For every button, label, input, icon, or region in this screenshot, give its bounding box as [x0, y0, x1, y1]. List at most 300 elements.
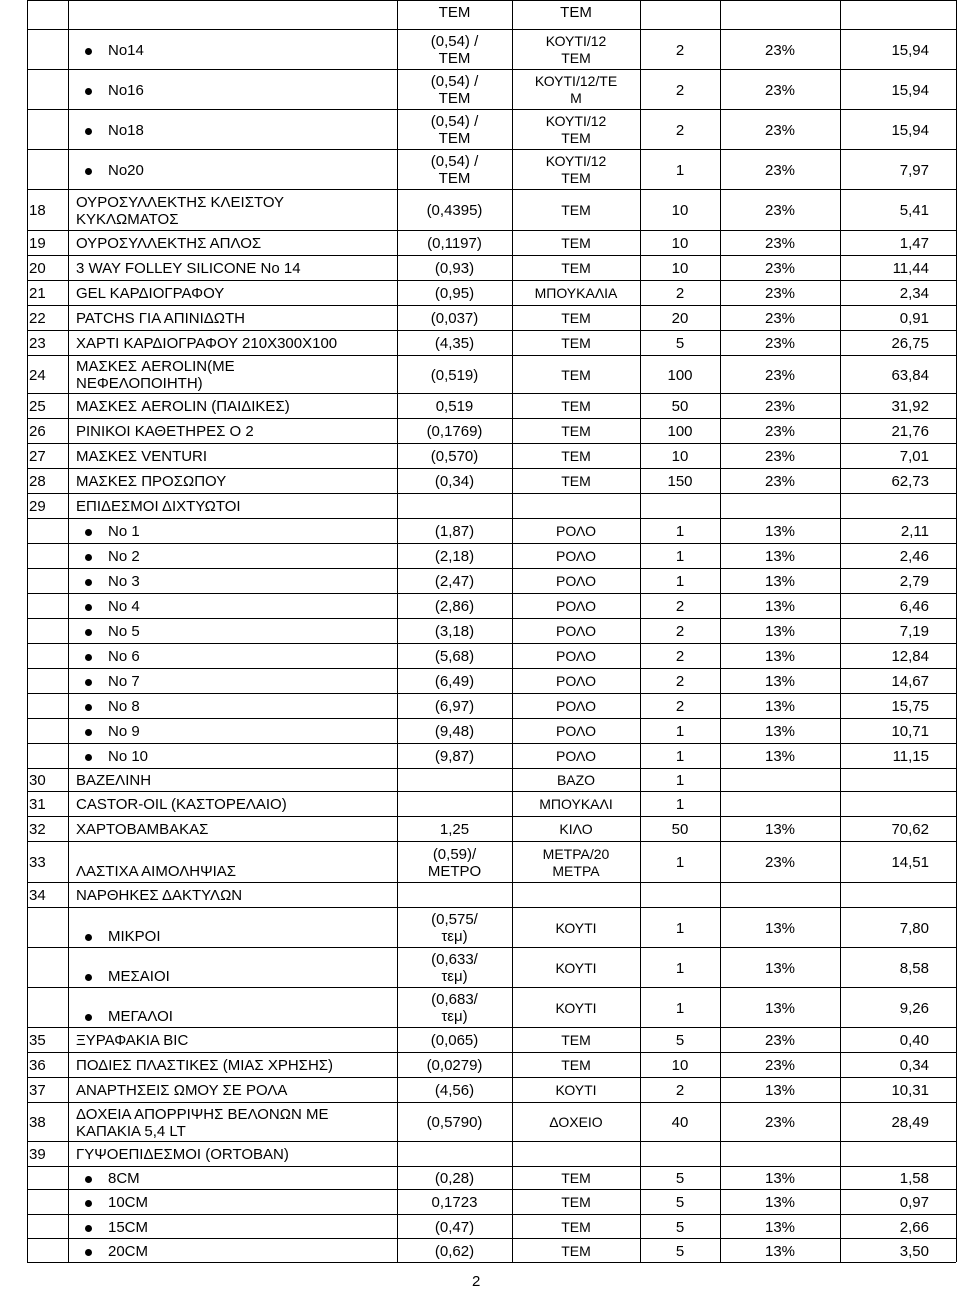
grid-h-line	[27, 280, 956, 281]
unit-of-measure: ΤΕΜ	[561, 1032, 591, 1048]
item-name: ΜΕΓΑΛΟΙ	[108, 1008, 173, 1025]
grid-h-line	[27, 907, 956, 908]
bullet-icon	[85, 1014, 92, 1021]
vat-rate: 13%	[764, 748, 796, 765]
unit-of-measure: ΚΟΥΤΙ	[555, 959, 597, 976]
unit-of-measure: ΜΕΤΡΑ	[552, 862, 600, 879]
vat-rate: 23%	[764, 854, 796, 871]
grid-v-line	[27, 0, 28, 1262]
line-total: 5,41	[899, 202, 929, 219]
unit-of-measure: ΤΕΜ	[561, 398, 591, 414]
unit-price: (0,519)	[430, 366, 479, 384]
vat-rate: 13%	[764, 573, 796, 590]
unit-price: (0,62)	[434, 1242, 475, 1260]
line-total: 10,71	[891, 723, 929, 740]
item-name: ΝΑΡΘΗΚΕΣ ΔΑΚΤΥΛΩΝ	[76, 887, 243, 904]
bullet-icon	[85, 1249, 92, 1256]
quantity: 2	[675, 598, 685, 615]
grid-h-line	[27, 393, 956, 394]
grid-h-line	[27, 1166, 956, 1167]
quantity: 2	[675, 81, 685, 99]
line-total: 7,80	[899, 919, 929, 937]
unit-of-measure: ΡΟΛΟ	[556, 598, 596, 614]
row-number: 31	[29, 796, 46, 813]
unit-of-measure: ΡΟΛΟ	[556, 748, 596, 764]
vat-rate: 13%	[764, 673, 796, 690]
item-name: Νο 3	[108, 573, 140, 590]
vat-rate: 23%	[764, 448, 796, 465]
vat-rate: 13%	[764, 623, 796, 640]
line-total: 11,15	[892, 748, 929, 765]
quantity: 50	[671, 821, 689, 838]
unit-of-measure: ΤΕΜ	[561, 235, 591, 251]
vat-rate: 23%	[764, 161, 796, 179]
grid-h-line	[27, 493, 956, 494]
row-number: 36	[29, 1057, 46, 1074]
unit-price: (0,570)	[430, 448, 479, 465]
line-total: 21,76	[891, 423, 929, 440]
vat-rate: 23%	[764, 235, 796, 252]
row-number: 33	[29, 854, 46, 871]
quantity: 2	[675, 648, 685, 665]
item-name: ΜΑΣΚΕΣ ΠΡΟΣΩΠΟΥ	[76, 473, 227, 490]
bullet-icon	[85, 729, 92, 736]
unit-of-measure: ΤΕΜ	[561, 1194, 591, 1210]
item-name: Νο 1	[108, 523, 140, 540]
grid-h-line	[27, 443, 956, 444]
bullet-icon	[85, 974, 92, 981]
line-total: 3,50	[899, 1242, 929, 1260]
bullet-icon	[85, 934, 92, 941]
unit-price: (0,34)	[434, 473, 475, 490]
bullet-icon	[85, 1225, 92, 1232]
unit-price: (0,54) /	[430, 33, 479, 50]
unit-header-pack: ΤΕΜ	[560, 4, 592, 21]
bullet-icon	[85, 604, 92, 611]
unit-of-measure: ΡΟΛΟ	[556, 548, 596, 564]
grid-h-line	[27, 568, 956, 569]
quantity: 5	[675, 1242, 685, 1260]
row-number: 24	[29, 366, 46, 384]
line-total: 9,26	[899, 999, 929, 1017]
quantity: 150	[667, 473, 693, 490]
grid-h-line	[27, 0, 956, 1]
item-name: ΚΑΠΑΚΙΑ 5,4 LT	[76, 1122, 186, 1140]
item-name: Νο 9	[108, 723, 140, 740]
bullet-icon	[85, 88, 92, 95]
unit-price: (0,633/	[431, 951, 478, 968]
unit-price: (0,575/	[431, 911, 478, 928]
bullet-icon	[85, 48, 92, 55]
quantity: 2	[675, 698, 685, 715]
unit-of-measure: ΒΑΖΟ	[556, 772, 596, 788]
grid-h-line	[27, 330, 956, 331]
line-total: 2,34	[899, 285, 929, 302]
item-name: 10CM	[108, 1194, 149, 1211]
unit-of-measure: ΡΟΛΟ	[556, 523, 596, 539]
unit-of-measure: ΤΕΜ	[561, 50, 591, 66]
vat-rate: 23%	[764, 398, 796, 415]
item-name: ΧΑΡΤΟΒΑΜΒΑΚΑΣ	[76, 821, 209, 838]
unit-of-measure: ΚΟΥΤΙ/12	[545, 113, 607, 129]
unit-of-measure: ΤΕΜ	[561, 335, 591, 351]
unit-of-measure: ΚΟΥΤΙ	[555, 919, 597, 936]
unit-price: (0,54) /	[430, 113, 479, 130]
unit-price: (9,87)	[434, 748, 475, 765]
quantity: 40	[671, 1114, 689, 1131]
unit-price: 0,1723	[431, 1194, 478, 1211]
unit-of-measure: ΡΟΛΟ	[556, 723, 596, 739]
item-name: ΠΟΔΙΕΣ ΠΛΑΣΤΙΚΕΣ (ΜΙΑΣ ΧΡΗΣΗΣ)	[76, 1057, 334, 1074]
unit-price: τεμ)	[441, 928, 468, 945]
unit-price: (0,1769)	[426, 423, 483, 440]
unit-price: (0,1197)	[427, 235, 482, 252]
quantity: 5	[675, 1194, 685, 1211]
unit-of-measure: ΚΟΥΤΙ	[555, 999, 597, 1016]
item-name: ΑΝΑΡΤΗΣΕΙΣ ΩΜΟΥ ΣΕ ΡΟΛΑ	[76, 1082, 288, 1099]
item-name: PATCHS ΓΙΑ ΑΠΙΝΙΔΩΤΗ	[76, 310, 245, 327]
line-total: 2,66	[899, 1218, 929, 1236]
grid-h-line	[27, 593, 956, 594]
grid-h-line	[27, 305, 956, 306]
vat-rate: 13%	[764, 548, 796, 565]
vat-rate: 23%	[764, 310, 796, 327]
unit-price: ΜΕΤΡΟ	[427, 862, 482, 880]
unit-of-measure: ΜΕΤΡΑ/20	[542, 845, 610, 862]
item-name: Νο 10	[108, 748, 149, 765]
item-name: Νο 6	[108, 648, 140, 665]
quantity: 5	[675, 1170, 685, 1187]
row-number: 38	[29, 1114, 46, 1131]
line-total: 2,11	[900, 523, 929, 540]
item-name: Νο 2	[108, 548, 140, 565]
unit-of-measure: ΡΟΛΟ	[556, 623, 596, 639]
grid-h-line	[27, 693, 956, 694]
line-total: 7,97	[899, 161, 929, 179]
unit-price: τεμ)	[441, 1008, 468, 1025]
unit-price: (2,86)	[434, 598, 475, 615]
grid-h-line	[27, 109, 956, 110]
vat-rate: 23%	[764, 1114, 796, 1131]
quantity: 2	[675, 673, 685, 690]
unit-of-measure: ΤΕΜ	[561, 1242, 591, 1259]
vat-rate: 23%	[764, 41, 796, 59]
item-name: Νο20	[108, 161, 144, 179]
unit-price: (2,47)	[434, 573, 475, 590]
row-number: 28	[29, 473, 46, 490]
vat-rate: 13%	[764, 698, 796, 715]
line-total: 70,62	[891, 821, 929, 838]
grid-h-line	[27, 841, 956, 842]
grid-h-line	[27, 743, 956, 744]
item-name: ΜΙΚΡΟΙ	[108, 928, 161, 945]
unit-of-measure: Μ	[570, 90, 582, 106]
item-name: Νο 7	[108, 673, 140, 690]
vat-rate: 23%	[764, 423, 796, 440]
quantity: 20	[671, 310, 689, 327]
item-name: 8CM	[108, 1170, 140, 1187]
unit-price: (2,18)	[434, 548, 475, 565]
vat-rate: 23%	[764, 473, 796, 490]
vat-rate: 23%	[764, 81, 796, 99]
item-name: ΜΕΣΑΙΟΙ	[108, 968, 170, 985]
unit-of-measure: ΤΕΜ	[561, 423, 591, 439]
item-name: 20CM	[108, 1242, 149, 1260]
quantity: 100	[667, 366, 693, 384]
line-total: 10,31	[891, 1082, 929, 1099]
unit-price: (0,4395)	[426, 202, 483, 219]
vat-rate: 23%	[764, 1032, 796, 1049]
line-total: 12,84	[891, 648, 929, 665]
vat-rate: 13%	[764, 598, 796, 615]
grid-h-line	[27, 882, 956, 883]
grid-v-line	[956, 0, 957, 1262]
item-name: ΡΙΝΙΚΟΙ ΚΑΘΕΤΗΡΕΣ Ο 2	[76, 423, 254, 440]
item-name: Νο 4	[108, 598, 140, 615]
grid-h-line	[27, 1027, 956, 1028]
quantity: 1	[675, 999, 685, 1017]
item-name: ΒΑΖΕΛΙΝΗ	[76, 772, 152, 789]
unit-of-measure: ΡΟΛΟ	[556, 648, 596, 664]
quantity: 2	[675, 285, 685, 302]
vat-rate: 13%	[764, 1242, 796, 1260]
grid-h-line	[27, 1077, 956, 1078]
bullet-icon	[85, 629, 92, 636]
unit-header-price: ΤΕΜ	[438, 4, 471, 21]
line-total: 8,58	[899, 959, 929, 977]
item-name: ΝΕΦΕΛΟΠΟΙΗΤΗ)	[76, 375, 203, 392]
item-name: ΜΑΣΚΕΣ AEROLIN(ΜΕ	[76, 358, 235, 375]
unit-price: (3,18)	[434, 623, 475, 640]
item-name: ΞΥΡΑΦΑΚΙΑ BIC	[76, 1032, 189, 1049]
row-number: 23	[29, 335, 46, 352]
row-number: 21	[29, 285, 46, 302]
item-name: Νο 8	[108, 698, 140, 715]
vat-rate: 13%	[764, 723, 796, 740]
vat-rate: 13%	[764, 1218, 796, 1236]
vat-rate: 23%	[764, 202, 796, 219]
row-number: 30	[29, 772, 46, 789]
line-total: 2,79	[899, 573, 929, 590]
grid-h-line	[27, 255, 956, 256]
unit-price: (0,5790)	[426, 1114, 483, 1131]
unit-of-measure: ΡΟΛΟ	[556, 673, 596, 689]
grid-h-line	[27, 643, 956, 644]
row-number: 29	[29, 498, 46, 515]
unit-price: (0,95)	[434, 285, 475, 302]
row-number: 37	[29, 1082, 46, 1099]
item-name: CASTOR-OIL (ΚΑΣΤΟΡΕΛΑΙΟ)	[76, 796, 287, 813]
quantity: 1	[675, 573, 685, 590]
quantity: 10	[671, 202, 689, 219]
line-total: 15,94	[891, 81, 929, 99]
grid-h-line	[27, 418, 956, 419]
unit-of-measure: ΤΕΜ	[561, 202, 591, 218]
grid-h-line	[27, 1262, 956, 1263]
grid-h-line	[27, 1102, 956, 1103]
quantity: 1	[675, 748, 685, 765]
unit-price: 0,519	[435, 398, 474, 415]
unit-price: (9,48)	[434, 723, 475, 740]
line-total: 0,34	[899, 1057, 929, 1074]
bullet-icon	[85, 654, 92, 661]
row-number: 32	[29, 821, 46, 838]
unit-price: (1,87)	[434, 523, 475, 540]
grid-h-line	[27, 1189, 956, 1190]
item-name: ΛΑΣΤΙΧΑ ΑΙΜΟΛΗΨΙΑΣ	[76, 862, 237, 880]
line-total: 0,40	[899, 1032, 929, 1049]
quantity: 1	[675, 723, 685, 740]
line-total: 63,84	[891, 366, 929, 384]
unit-price: (0,037)	[430, 310, 479, 327]
vat-rate: 13%	[764, 1194, 796, 1211]
line-total: 31,92	[891, 398, 929, 415]
quantity: 1	[675, 772, 685, 789]
item-name: Νο14	[108, 41, 144, 59]
grid-h-line	[27, 69, 956, 70]
item-name: Νο16	[108, 81, 144, 99]
row-number: 20	[29, 260, 46, 277]
bullet-icon	[85, 704, 92, 711]
vat-rate: 13%	[764, 648, 796, 665]
unit-of-measure: ΚΟΥΤΙ	[555, 1082, 597, 1098]
grid-h-line	[27, 768, 956, 769]
line-total: 15,94	[891, 121, 929, 139]
line-total: 62,73	[891, 473, 929, 490]
item-name: ΜΑΣΚΕΣ AEROLIN (ΠΑΙΔΙΚΕΣ)	[76, 398, 290, 415]
vat-rate: 13%	[764, 919, 796, 937]
unit-price: ΤΕΜ	[438, 170, 471, 187]
row-number: 27	[29, 448, 46, 465]
quantity: 1	[675, 796, 685, 813]
quantity: 2	[675, 41, 685, 59]
item-name: 15CM	[108, 1218, 149, 1236]
bullet-icon	[85, 168, 92, 175]
grid-h-line	[27, 1238, 956, 1239]
item-name: ΕΠΙΔΕΣΜΟΙ ΔΙΧΤΥΩΤΟΙ	[76, 498, 241, 515]
bullet-icon	[85, 529, 92, 536]
unit-price: (5,68)	[434, 648, 475, 665]
grid-h-line	[27, 468, 956, 469]
unit-price: (0,065)	[430, 1032, 479, 1049]
unit-of-measure: ΤΕΜ	[561, 260, 591, 276]
quantity: 5	[675, 335, 685, 352]
quantity: 1	[675, 523, 685, 540]
line-total: 7,01	[899, 448, 929, 465]
unit-of-measure: ΜΠΟΥΚΑΛΙ	[539, 796, 613, 812]
vat-rate: 13%	[764, 999, 796, 1017]
vat-rate: 13%	[764, 523, 796, 540]
item-name: GEL ΚΑΡΔΙΟΓΡΑΦΟΥ	[76, 285, 225, 302]
unit-of-measure: ΤΕΜ	[561, 310, 591, 326]
unit-price: (0,683/	[431, 991, 478, 1008]
unit-price: (0,93)	[434, 260, 475, 277]
unit-of-measure: ΤΕΜ	[561, 1170, 591, 1186]
bullet-icon	[85, 128, 92, 135]
unit-of-measure: ΚΟΥΤΙ/12	[545, 33, 607, 49]
page-number: 2	[472, 1273, 481, 1290]
bullet-icon	[85, 1200, 92, 1207]
line-total: 1,47	[899, 235, 929, 252]
unit-price: (4,35)	[434, 335, 475, 352]
unit-of-measure: ΤΕΜ	[561, 1218, 591, 1235]
vat-rate: 23%	[764, 366, 796, 384]
vat-rate: 23%	[764, 260, 796, 277]
quantity: 2	[675, 623, 685, 640]
unit-price: (0,54) /	[430, 153, 479, 170]
row-number: 25	[29, 398, 46, 415]
item-name: ΧΑΡΤΙ ΚΑΡΔΙΟΓΡΑΦΟΥ 210Χ300Χ100	[76, 335, 338, 352]
line-total: 26,75	[891, 335, 929, 352]
line-total: 2,46	[899, 548, 929, 565]
vat-rate: 23%	[764, 121, 796, 139]
item-name: ΓΥΨΟΕΠΙΔΕΣΜΟΙ (ORTOBAN)	[76, 1146, 289, 1163]
quantity: 10	[671, 260, 689, 277]
line-total: 11,44	[892, 260, 929, 277]
row-number: 22	[29, 310, 46, 327]
grid-h-line	[27, 816, 956, 817]
item-name: ΜΑΣΚΕΣ VENTURI	[76, 448, 208, 465]
quantity: 1	[675, 959, 685, 977]
grid-h-line	[27, 1052, 956, 1053]
grid-h-line	[27, 1141, 956, 1142]
quantity: 5	[675, 1218, 685, 1236]
line-total: 1,58	[899, 1170, 929, 1187]
item-name: Νο18	[108, 121, 144, 139]
quantity: 1	[675, 548, 685, 565]
item-name: ΟΥΡΟΣΥΛΛΕΚΤΗΣ ΚΛΕΙΣΤΟΥ	[76, 193, 285, 211]
line-total: 6,46	[899, 598, 929, 615]
vat-rate: 13%	[764, 959, 796, 977]
unit-price: (4,56)	[434, 1082, 475, 1099]
unit-of-measure: ΚΟΥΤΙ/12	[545, 153, 607, 169]
line-total: 15,75	[891, 698, 929, 715]
grid-v-line	[68, 0, 69, 1262]
row-number: 34	[29, 887, 46, 904]
grid-h-line	[27, 149, 956, 150]
row-number: 18	[29, 202, 46, 219]
grid-h-line	[27, 987, 956, 988]
grid-h-line	[27, 618, 956, 619]
grid-h-line	[27, 718, 956, 719]
unit-price: ΤΕΜ	[438, 130, 471, 147]
line-total: 14,67	[891, 673, 929, 690]
line-total: 14,51	[891, 854, 929, 871]
unit-price: (0,0279)	[426, 1057, 483, 1074]
unit-of-measure: ΚΟΥΤΙ/12/ΤΕ	[534, 73, 618, 89]
vat-rate: 13%	[764, 1170, 796, 1187]
unit-of-measure: ΡΟΛΟ	[556, 698, 596, 714]
quantity: 100	[667, 423, 693, 440]
unit-of-measure: ΜΠΟΥΚΑΛΙΑ	[534, 285, 618, 301]
unit-price: (0,59)/	[432, 845, 477, 863]
unit-price: ΤΕΜ	[438, 50, 471, 67]
line-total: 28,49	[891, 1114, 929, 1131]
item-name: ΚΥΚΛΩΜΑΤΟΣ	[76, 210, 179, 228]
vat-rate: 23%	[764, 1057, 796, 1074]
bullet-icon	[85, 679, 92, 686]
vat-rate: 13%	[764, 1082, 796, 1099]
unit-price: 1,25	[439, 821, 470, 838]
unit-price: τεμ)	[441, 968, 468, 985]
grid-h-line	[27, 791, 956, 792]
line-total: 15,94	[891, 41, 929, 59]
grid-h-line	[27, 230, 956, 231]
unit-of-measure: ΤΕΜ	[561, 473, 591, 489]
bullet-icon	[85, 554, 92, 561]
item-name: ΟΥΡΟΣΥΛΛΕΚΤΗΣ ΑΠΛΟΣ	[76, 235, 262, 252]
bullet-icon	[85, 1176, 92, 1183]
